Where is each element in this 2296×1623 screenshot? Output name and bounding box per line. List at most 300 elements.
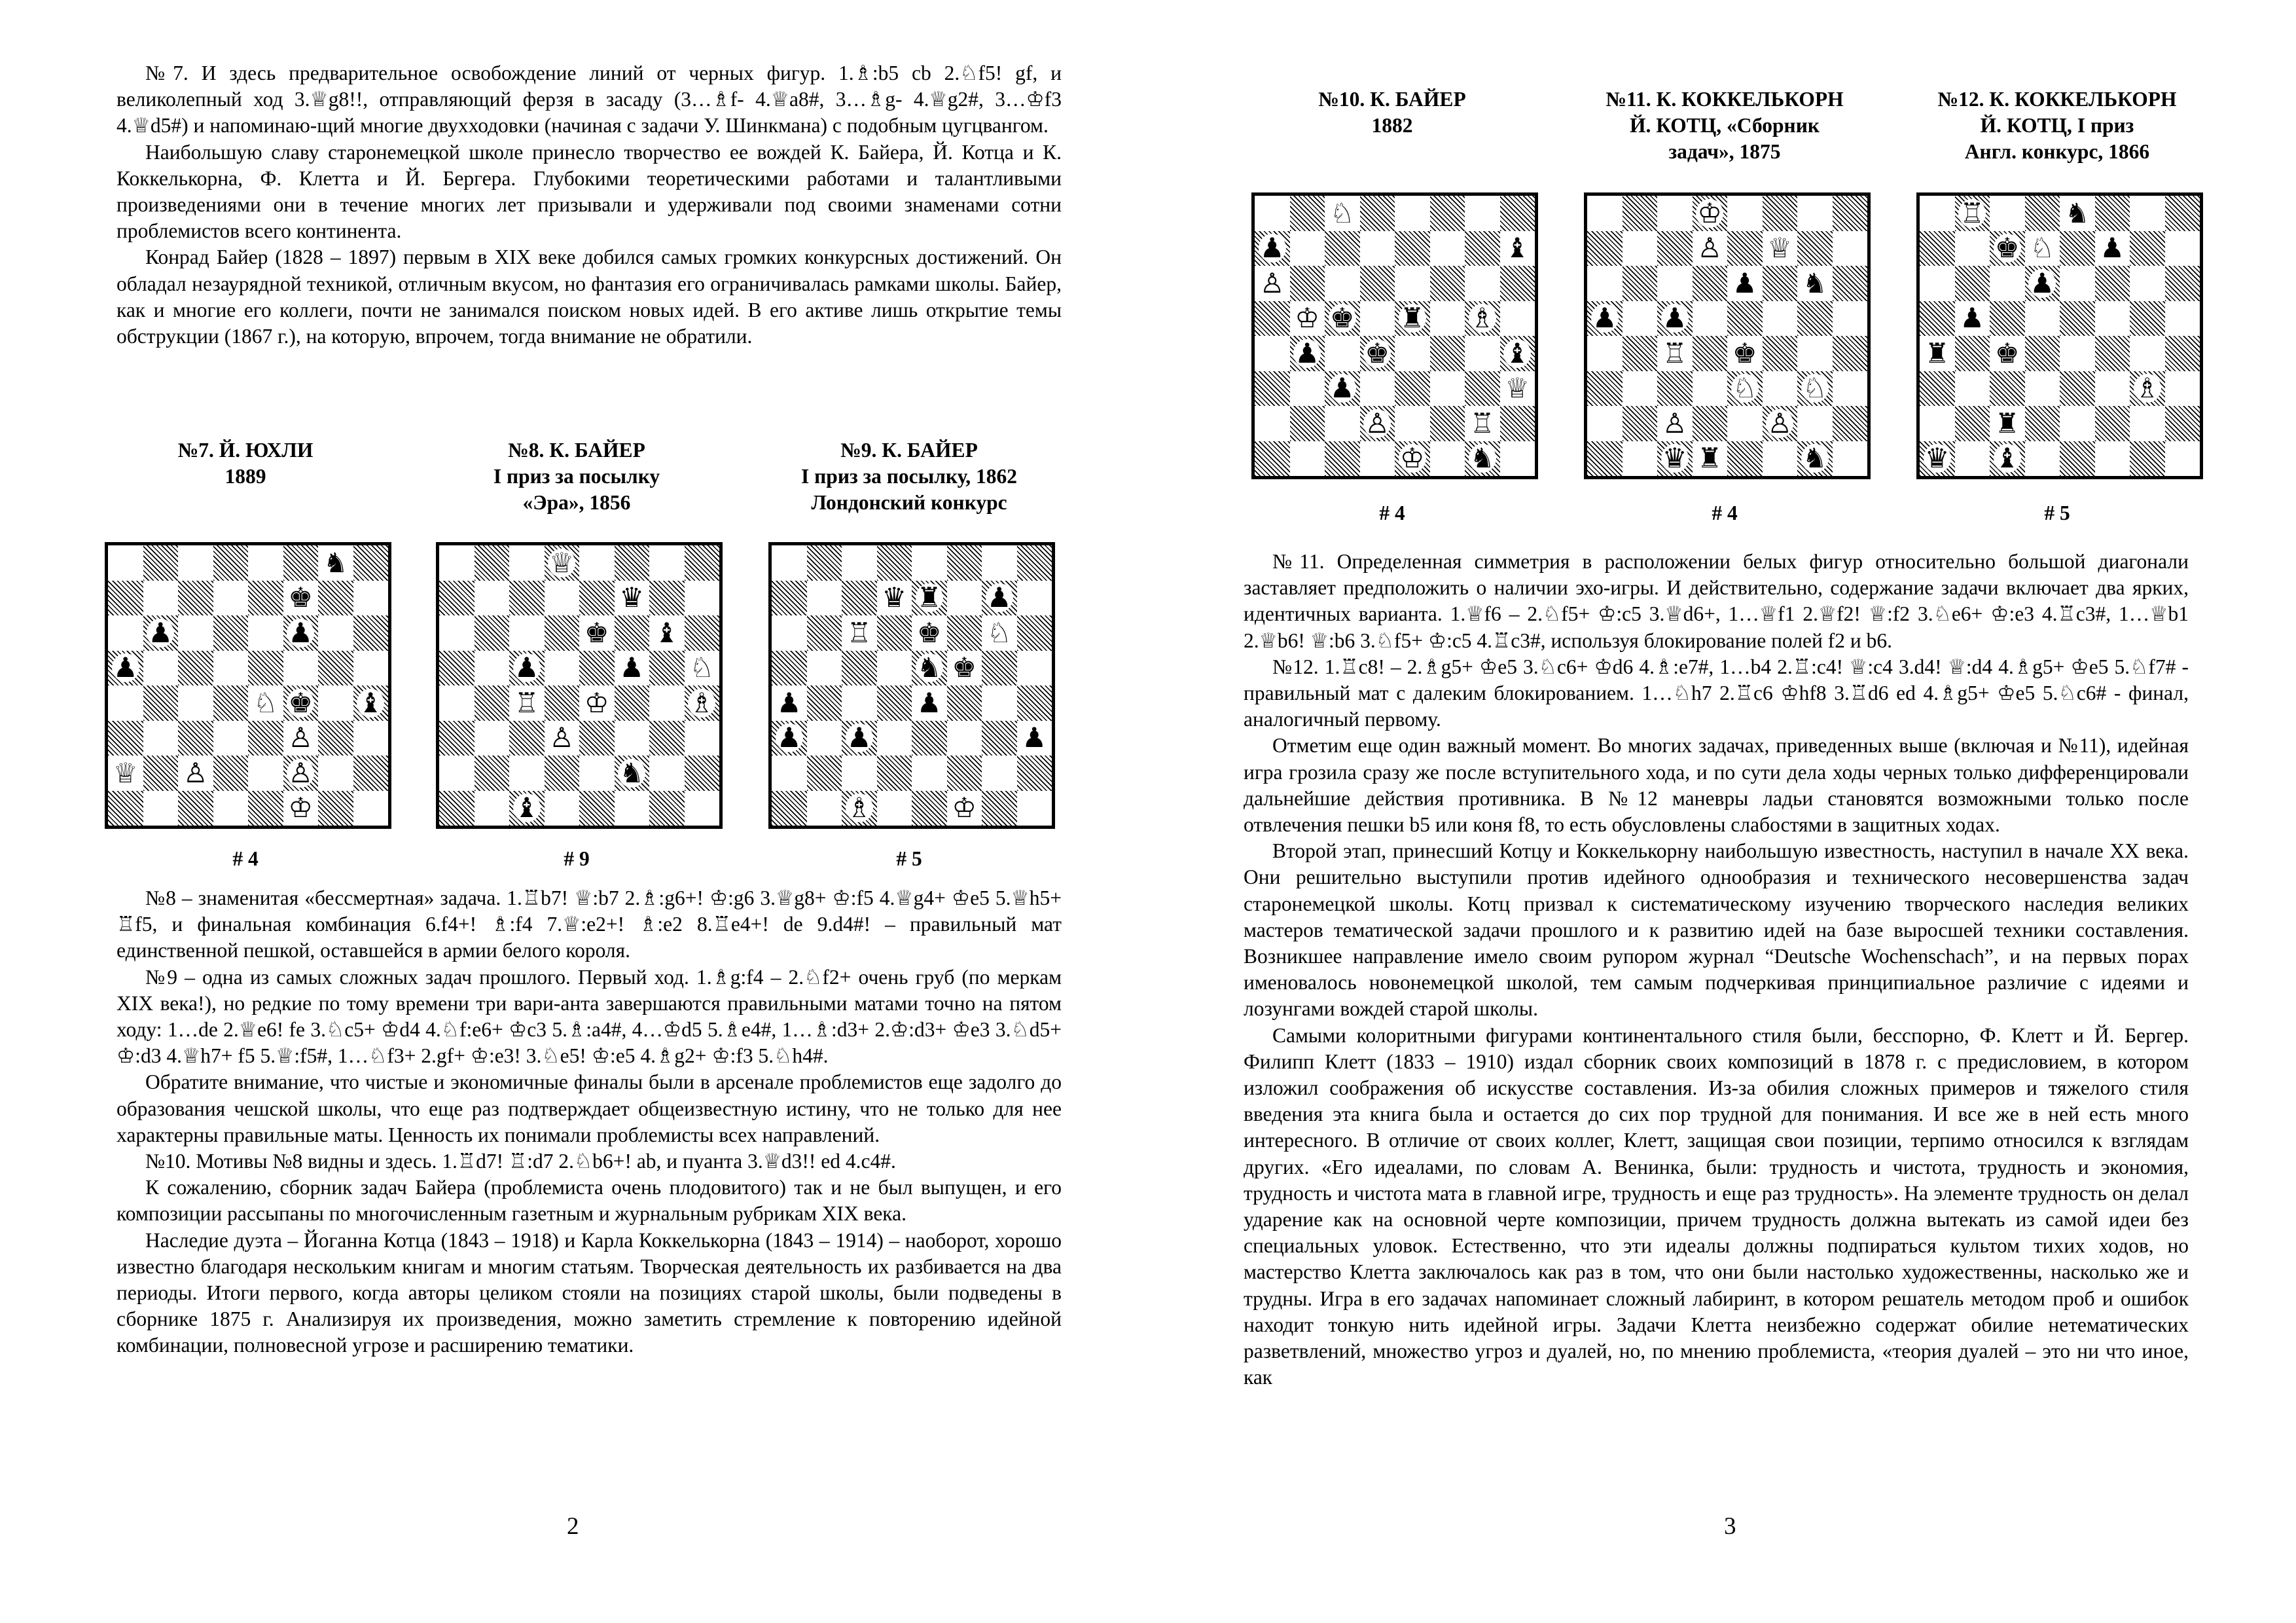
board-square <box>213 545 249 581</box>
board-square <box>353 685 389 721</box>
board-square <box>615 721 650 756</box>
board-square <box>2060 266 2095 301</box>
board-square <box>1290 231 1325 266</box>
black-pawn-icon: ♟ <box>1960 302 1985 335</box>
board-square <box>1763 196 1798 231</box>
board-square <box>1587 406 1623 441</box>
board-square <box>1920 231 1955 266</box>
board-square <box>1833 441 1868 477</box>
white-knight-icon: ♘ <box>1732 372 1757 405</box>
board-square <box>108 721 143 756</box>
board-square <box>842 615 877 651</box>
stipulation: # 5 <box>896 847 922 870</box>
black-pawn-icon: ♟ <box>148 616 173 649</box>
white-rook-icon: ♖ <box>846 616 872 649</box>
black-king-icon: ♚ <box>288 581 314 614</box>
board-square <box>1920 406 1955 441</box>
board-square <box>353 581 389 616</box>
white-bishop-icon: ♗ <box>1469 302 1495 335</box>
board-square <box>283 651 319 686</box>
diagram-11 <box>1584 86 1865 165</box>
board-square <box>1255 336 1290 371</box>
diagram-title: №8. К. БАЙЕР <box>508 439 645 462</box>
board-square <box>475 581 510 616</box>
board-square <box>143 756 179 791</box>
board-square <box>2165 231 2200 266</box>
board-square <box>1955 406 1990 441</box>
board-square <box>1727 441 1763 477</box>
black-pawn-icon: ♟ <box>619 651 645 684</box>
board-square <box>2025 266 2060 301</box>
board-square <box>1727 371 1763 407</box>
board-square <box>1797 441 1833 477</box>
board-square <box>2025 196 2060 231</box>
board-square <box>1990 301 2025 337</box>
board-square <box>439 685 475 721</box>
board-square <box>1833 196 1868 231</box>
board-square <box>1797 231 1833 266</box>
board-square <box>283 581 319 616</box>
board-square <box>509 615 545 651</box>
board-square <box>248 651 283 686</box>
board-square <box>807 581 842 616</box>
board-square <box>108 545 143 581</box>
board-square <box>213 791 249 826</box>
white-pawn-icon: ♙ <box>183 756 208 789</box>
board-square <box>2060 406 2095 441</box>
black-pawn-icon: ♟ <box>776 686 802 719</box>
black-bishop-icon: ♝ <box>514 792 539 824</box>
board-square <box>178 615 213 651</box>
white-pawn-icon: ♙ <box>288 721 314 754</box>
board-square <box>1623 196 1658 231</box>
white-pawn-icon: ♙ <box>288 756 314 789</box>
paragraph: №11. Определенная симметрия в расположении белых фигур относительно большой диагонали заставляет предположить о наличии эхо-игры. И действительно, содержание задачи включает два ярких, идентичных варианта. 1.♕f6 – 2.♘f5+ ♔:c5 3.♕d6+, 1…♕f1 2.♕f2! ♕:f2 3.♘e6+ ♔:e3 4.♖c3#, 1…♕b1 2.♕b6! ♕:b6 3.♘f5+ ♔:c5 4.♖c3#, используя блокирование полей f2 и b6. <box>1244 550 2189 652</box>
black-queen-icon: ♛ <box>1662 442 1687 475</box>
board-square <box>1693 231 1728 266</box>
board-square <box>1360 406 1395 441</box>
board-square <box>1833 231 1868 266</box>
board-square <box>1623 441 1658 477</box>
board-square <box>947 581 982 616</box>
board-square <box>475 615 510 651</box>
black-bishop-icon: ♝ <box>654 616 679 649</box>
stipulation: # 4 <box>1712 501 1738 524</box>
left-top-text <box>117 60 1062 350</box>
board-square <box>1255 231 1290 266</box>
board-square <box>475 545 510 581</box>
board-square <box>213 685 249 721</box>
board-square <box>1623 371 1658 407</box>
board-square <box>2095 371 2130 407</box>
black-bishop-icon: ♝ <box>1505 337 1530 369</box>
board-square <box>353 615 389 651</box>
stipulation: # 5 <box>2044 501 2070 524</box>
board-square <box>178 581 213 616</box>
white-pawn-icon: ♙ <box>549 721 575 754</box>
board-square <box>1727 231 1763 266</box>
board-square <box>178 545 213 581</box>
board-square <box>615 615 650 651</box>
black-pawn-icon: ♟ <box>1295 337 1320 369</box>
board-square <box>685 581 720 616</box>
board-square <box>1657 301 1693 337</box>
board-square <box>649 615 685 651</box>
board-square <box>509 791 545 826</box>
board-square <box>2130 231 2165 266</box>
board-square <box>1430 231 1465 266</box>
board-square <box>615 685 650 721</box>
board-square <box>1290 441 1325 477</box>
board-square <box>1657 196 1693 231</box>
board-square <box>178 721 213 756</box>
board-square <box>1920 336 1955 371</box>
board-square <box>685 721 720 756</box>
board-square <box>1255 301 1290 337</box>
board-square <box>143 615 179 651</box>
paragraph: №8 – знаменитая «бессмертная» задача. 1.♖b7! ♕:b7 2.♗:g6+! ♔:g6 3.♕g8+ ♔:f5 4.♕g4+ ♔e5 5.♕h5+ ♖f5, и финальная комбинация 6.f4+! ♗:f4 7.♕:e2+! ♗:e2 8.♖e4+! de 9.d4#! – правильный мат единственной пешкой, оставшейся в армии белого короля. <box>117 886 1062 962</box>
board-square <box>1727 266 1763 301</box>
board-square <box>353 651 389 686</box>
board-square <box>545 721 580 756</box>
board-square <box>1763 266 1798 301</box>
white-queen-icon: ♕ <box>1505 372 1530 405</box>
board-square <box>982 581 1017 616</box>
diagram-10 <box>1251 86 1533 139</box>
board-square <box>1395 406 1430 441</box>
white-queen-icon: ♕ <box>549 546 575 579</box>
board-square <box>1990 266 2025 301</box>
board-square <box>579 651 615 686</box>
board-square <box>685 615 720 651</box>
board-square <box>1255 371 1290 407</box>
board-square <box>1360 371 1395 407</box>
white-rook-icon: ♖ <box>514 686 539 719</box>
board-square <box>2165 196 2200 231</box>
board-square <box>1325 336 1360 371</box>
board-square <box>842 791 877 826</box>
board-square <box>649 756 685 791</box>
board-square <box>1290 336 1325 371</box>
board-square <box>1623 336 1658 371</box>
paragraph: Отметим еще один важный момент. Во многих задачах, приведенных выше (включая и №11), идейная игра грозила сразу же после вступительного хода, и по сути дела ходы черных только дифференцировали дальнейшие действия противника. В №12 маневры ладьи становятся возможными только после отвлечения пешки b5 или коня f8, то есть обусловлены слабостями в защитных ходах. <box>1244 734 2189 837</box>
board-square <box>685 756 720 791</box>
white-rook-icon: ♖ <box>1662 337 1687 369</box>
board-square <box>1587 266 1623 301</box>
paragraph: №12. 1.♖c8! – 2.♗g5+ ♔e5 3.♘c6+ ♔d6 4.♗:e7#, 1…b4 2.♖:c4! ♕:c4 3.d4! ♕:d4 4.♗g5+ ♔e5 5.♘f7# - правильный мат с далеким блокированием. 1…♘h7 2.♖c6 ♔hf8 3.♖d6 ed 4.♗g5+ ♔e5 5.♘c6# - финал, аналогичный первому. <box>1244 655 2189 731</box>
board-square <box>579 791 615 826</box>
board-square <box>283 545 319 581</box>
board-square <box>1500 301 1535 337</box>
white-pawn-icon: ♙ <box>1662 407 1687 439</box>
board-square <box>143 791 179 826</box>
board-square <box>649 581 685 616</box>
board-square <box>1430 336 1465 371</box>
board-square <box>1500 336 1535 371</box>
black-knight-icon: ♞ <box>1802 442 1827 475</box>
black-pawn-icon: ♟ <box>776 721 802 754</box>
board-square <box>439 545 475 581</box>
board-square <box>2095 196 2130 231</box>
board-square <box>807 651 842 686</box>
board-square <box>1360 231 1395 266</box>
black-queen-icon: ♛ <box>619 581 645 614</box>
board-square <box>982 651 1017 686</box>
black-king-icon: ♚ <box>952 651 977 684</box>
diagram-title: №9. К. БАЙЕР <box>840 439 978 462</box>
board-square <box>1833 406 1868 441</box>
black-pawn-icon: ♟ <box>1662 302 1687 335</box>
diagram-subtitle: Англ. конкурс, 1866 <box>1964 140 2150 163</box>
board-square <box>2060 371 2095 407</box>
board-square <box>213 581 249 616</box>
black-rook-icon: ♜ <box>1697 442 1723 475</box>
black-pawn-icon: ♟ <box>1592 302 1617 335</box>
board-square <box>2165 371 2200 407</box>
white-king-icon: ♔ <box>1399 442 1425 475</box>
board-square <box>1920 196 1955 231</box>
board-square <box>248 721 283 756</box>
stipulation: # 4 <box>232 847 259 870</box>
white-bishop-icon: ♗ <box>2134 372 2160 405</box>
white-king-icon: ♔ <box>1697 196 1723 229</box>
board-square <box>475 685 510 721</box>
board-square <box>545 791 580 826</box>
board-square <box>877 581 912 616</box>
board-square <box>1797 371 1833 407</box>
board-square <box>1430 406 1465 441</box>
board-square <box>1360 441 1395 477</box>
black-rook-icon: ♜ <box>1399 302 1425 335</box>
board-square <box>439 721 475 756</box>
board-square <box>318 651 353 686</box>
board-square <box>649 651 685 686</box>
board-square <box>108 651 143 686</box>
board-square <box>982 721 1017 756</box>
black-rook-icon: ♜ <box>916 581 942 614</box>
board-square <box>1587 301 1623 337</box>
board-square <box>807 685 842 721</box>
board-square <box>1955 301 1990 337</box>
board-square <box>982 791 1017 826</box>
board-square <box>1395 196 1430 231</box>
board-square <box>1833 336 1868 371</box>
board-square <box>353 756 389 791</box>
board-square <box>1797 301 1833 337</box>
board-square <box>912 545 947 581</box>
board-square <box>1395 441 1430 477</box>
board-square <box>1017 545 1052 581</box>
white-bishop-icon: ♗ <box>689 686 715 719</box>
board-square <box>1990 441 2025 477</box>
board-square <box>108 581 143 616</box>
board-square <box>1693 406 1728 441</box>
board-square <box>1955 441 1990 477</box>
board-square <box>2025 441 2060 477</box>
board-square <box>877 545 912 581</box>
board-square <box>1465 301 1500 337</box>
board-square <box>1727 301 1763 337</box>
board-square <box>1395 336 1430 371</box>
board-square <box>2025 231 2060 266</box>
board-square <box>1500 231 1535 266</box>
white-bishop-icon: ♗ <box>846 792 872 824</box>
diagram-7 <box>105 437 386 490</box>
board-square <box>1693 441 1728 477</box>
board-square <box>545 581 580 616</box>
black-bishop-icon: ♝ <box>1994 442 2020 475</box>
page-number: 3 <box>1724 1513 1736 1540</box>
black-knight-icon: ♞ <box>1802 266 1827 299</box>
board-square <box>1395 231 1430 266</box>
board-square <box>2095 336 2130 371</box>
board-square <box>1325 406 1360 441</box>
board-square <box>807 721 842 756</box>
board-square <box>1955 196 1990 231</box>
board-square <box>2060 231 2095 266</box>
black-bishop-icon: ♝ <box>358 686 384 719</box>
board-square <box>1657 371 1693 407</box>
white-king-icon: ♔ <box>584 686 609 719</box>
board-square <box>108 685 143 721</box>
board-square <box>2130 441 2165 477</box>
board-square <box>1465 371 1500 407</box>
board-square <box>877 756 912 791</box>
board-square <box>2060 336 2095 371</box>
board-square <box>1623 266 1658 301</box>
board-square <box>1290 406 1325 441</box>
board-square <box>1360 266 1395 301</box>
white-queen-icon: ♕ <box>113 756 138 789</box>
board-square <box>1500 406 1535 441</box>
white-rook-icon: ♖ <box>1469 407 1495 439</box>
board-square <box>807 756 842 791</box>
board-square <box>1920 371 1955 407</box>
board-square <box>1833 301 1868 337</box>
board-square <box>178 685 213 721</box>
board-square <box>615 545 650 581</box>
board-square <box>1955 266 1990 301</box>
diagram-subtitle: задач», 1875 <box>1668 140 1781 163</box>
diagram-subtitle: 1889 <box>224 465 266 488</box>
board-square <box>772 791 807 826</box>
chess-board <box>1251 192 1538 479</box>
board-square <box>1797 336 1833 371</box>
board-square <box>2130 301 2165 337</box>
board-square <box>1360 301 1395 337</box>
board-square <box>1990 231 2025 266</box>
board-square <box>1623 301 1658 337</box>
board-square <box>1920 441 1955 477</box>
board-square <box>877 651 912 686</box>
diagram-subtitle: I приз за посылку, 1862 <box>801 465 1017 488</box>
board-square <box>877 685 912 721</box>
board-square <box>842 651 877 686</box>
board-square <box>2060 301 2095 337</box>
board-square <box>318 685 353 721</box>
board-square <box>579 545 615 581</box>
board-square <box>615 651 650 686</box>
board-square <box>1430 301 1465 337</box>
board-square <box>649 545 685 581</box>
diagram-title: №12. К. КОККЕЛЬКОРН <box>1937 88 2177 111</box>
white-knight-icon: ♘ <box>2030 232 2055 264</box>
board-square <box>1290 196 1325 231</box>
white-pawn-icon: ♙ <box>1365 407 1390 439</box>
diagram-9 <box>768 437 1050 516</box>
black-knight-icon: ♞ <box>323 546 348 579</box>
board-square <box>772 615 807 651</box>
board-square <box>1833 371 1868 407</box>
board-square <box>2130 266 2165 301</box>
board-square <box>579 721 615 756</box>
board-square <box>1920 266 1955 301</box>
board-square <box>2060 441 2095 477</box>
board-square <box>2130 336 2165 371</box>
board-square <box>545 651 580 686</box>
diagram-subtitle: Й. КОТЦ, I приз <box>1980 114 2134 137</box>
white-knight-icon: ♘ <box>986 616 1012 649</box>
board-square <box>1465 441 1500 477</box>
diagram-title: №7. Й. ЮХЛИ <box>177 439 314 462</box>
board-square <box>1990 371 2025 407</box>
board-square <box>439 581 475 616</box>
white-rook-icon: ♖ <box>1960 196 1985 229</box>
white-knight-icon: ♘ <box>689 651 715 684</box>
board-square <box>1017 581 1052 616</box>
board-square <box>772 756 807 791</box>
right-text <box>1244 549 2189 1391</box>
board-square <box>982 615 1017 651</box>
board-square <box>283 721 319 756</box>
board-square <box>545 685 580 721</box>
white-pawn-icon: ♙ <box>1767 407 1793 439</box>
board-square <box>2025 371 2060 407</box>
black-pawn-icon: ♟ <box>846 721 872 754</box>
board-square <box>685 545 720 581</box>
board-square <box>248 581 283 616</box>
paragraph: Обратите внимание, что чистые и экономичные финалы были в арсенале проблемистов еще задолго до образования чешской школы, что еще раз подтверждает общеизвестную истину, что не только для нее характерны правильные маты. Ценность их понимали проблемисты всех направлений. <box>117 1070 1062 1146</box>
black-king-icon: ♚ <box>288 686 314 719</box>
board-square <box>1693 266 1728 301</box>
paragraph: №10. Мотивы №8 видны и здесь. 1.♖d7! ♖:d7 2.♘b6+! ab, и пуанта 3.♕d3!! ed 4.c4#. <box>145 1150 896 1173</box>
black-queen-icon: ♛ <box>882 581 907 614</box>
board-square <box>1325 196 1360 231</box>
black-knight-icon: ♞ <box>1469 442 1495 475</box>
board-square <box>1693 371 1728 407</box>
black-king-icon: ♚ <box>1732 337 1757 369</box>
board-square <box>1727 406 1763 441</box>
board-square <box>1017 685 1052 721</box>
board-square <box>982 545 1017 581</box>
board-square <box>982 756 1017 791</box>
board-square <box>1587 336 1623 371</box>
board-square <box>143 721 179 756</box>
board-square <box>2165 336 2200 371</box>
board-square <box>842 685 877 721</box>
board-square <box>213 615 249 651</box>
board-square <box>2025 406 2060 441</box>
board-square <box>1763 371 1798 407</box>
board-square <box>2095 301 2130 337</box>
paragraph: №7. И здесь предварительное освобождение линий от черных фигур. 1.♗:b5 cb 2.♘f5! gf, и великолепный ход 3.♕g8!!, отправляющий ферзя в засаду (3…♗f- 4.♕a8#, 3…♗g- 4.♕g2#, 3…♔f3 4.♕d5#) и напоминаю-щий многие двухходовки (начиная с задачи У. Шинкмана) с подобным цугцвангом. <box>117 62 1062 137</box>
board-square <box>509 756 545 791</box>
board-square <box>1430 371 1465 407</box>
board-square <box>1325 371 1360 407</box>
board-square <box>947 615 982 651</box>
board-square <box>1955 231 1990 266</box>
board-square <box>475 721 510 756</box>
